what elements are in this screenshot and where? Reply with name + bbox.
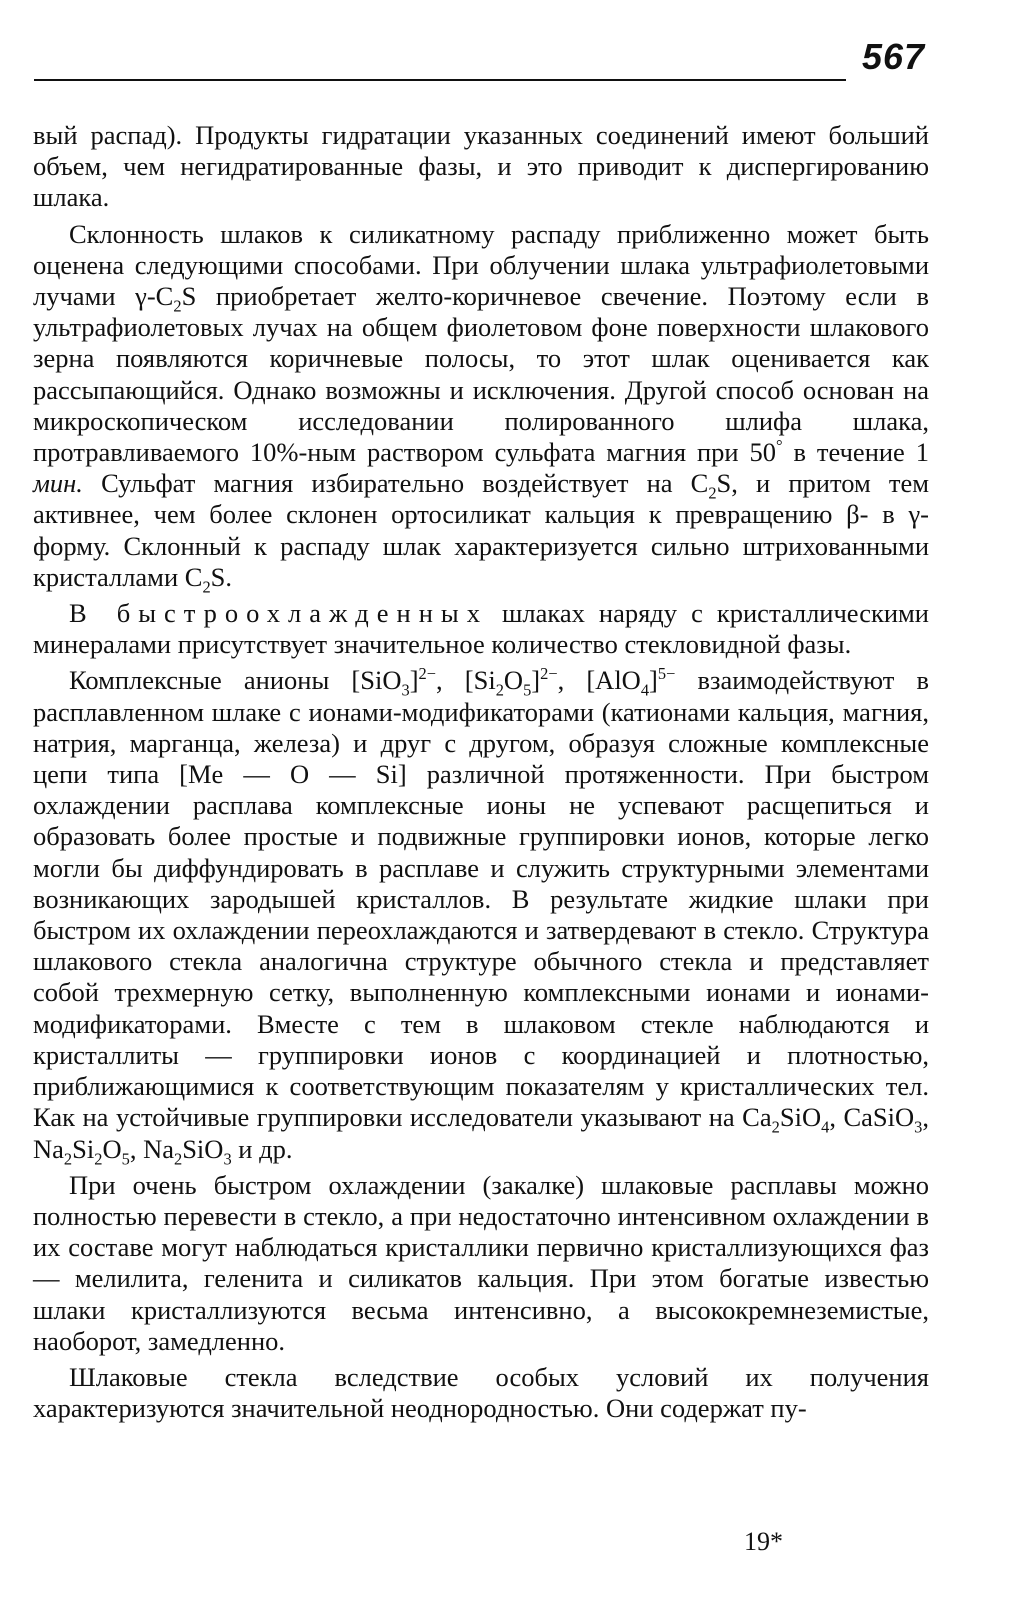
text-segment: 2− <box>418 664 436 684</box>
paragraph <box>33 218 929 597</box>
page-number: 567 <box>862 36 926 77</box>
text-segment: 2 <box>202 577 211 597</box>
text-segment: 3 <box>914 1117 923 1137</box>
text-segment: 2 <box>495 680 504 700</box>
text-segment: , Na <box>129 1133 174 1164</box>
text-segment: 3 <box>223 1148 232 1168</box>
paragraph <box>33 598 929 660</box>
text-segment: , Na <box>33 1102 929 1164</box>
text-segment: в течение 1 <box>782 437 929 468</box>
text-segment: 2 <box>771 1117 780 1137</box>
text-segment: 4 <box>821 1117 830 1137</box>
text-segment: Si <box>72 1133 95 1164</box>
text-segment: ° <box>775 436 783 456</box>
paragraph <box>33 120 929 214</box>
text-segment: , [AlO <box>557 665 641 696</box>
paragraph <box>33 1362 929 1424</box>
text-segment: взаимодействуют в расплавленном шлаке с ионами-модификаторами (катионами кальция, магния, натрия, марганца, железа) и друг с другом, образуя сложные комплексные цепи типа [Me — O — Si] различной протяженности. При быстром охлаждении расплава комплексные ионы не успевают расщепиться и образовать более простые и подвижные группировки ионов, которые легко могли бы диффундировать в расплаве и служить структурными элементами возникающих зародышей кристаллов. В результате жидкие шлаки при быстром их охлаждении переохлаждаются и затвердевают в стекло. Структура шлакового стекла аналогична структуре обычного стекла и представляет собой трехмерную сетку, выполненную комплексными ионами и ионами-модификаторами. Вместе с тем в шлаковом стекле наблюдаются и кристаллиты — группировки ионов с координацией и плотностью, приближающимися к соответствующим показателям у кристаллических тел. Как на устойчивые группировки исследователи указывают на Ca <box>33 665 929 1133</box>
paragraph <box>33 664 929 1168</box>
header-rule <box>34 79 846 81</box>
text-segment: Сульфат магния избирательно воздействует на C <box>82 468 709 499</box>
text-segment: ] <box>531 665 541 696</box>
text-segment: 2 <box>94 1148 103 1168</box>
text-segment: SiO <box>182 1133 224 1164</box>
body-text <box>33 120 929 1429</box>
text-segment: При очень быстром охлаждении (закалке) шлаковые расплавы можно полностью перевести в стекло, а при недостаточно интенсивном охлаждении в их составе могут наблюдаться кристаллики первично кристаллизующихся фаз — мелилита, геленита и силикатов кальция. При этом богатые известью шлаки кристаллизуются весьма интенсивно, а высококремнеземистые, наоборот, замедленно. <box>33 1169 929 1356</box>
text-segment: 2 <box>63 1148 73 1168</box>
text-segment: 4 <box>640 680 650 700</box>
text-segment: В быстроохлажденных <box>69 598 488 629</box>
text-segment: мин. <box>33 468 83 499</box>
text-segment: S, и притом тем активнее, чем более склонен ортосиликат кальция к превращению β- в γ-форму. Склонный к распаду шлак характеризуется сильно штрихованными кристаллами C <box>33 468 929 592</box>
text-segment: , [Si <box>436 665 496 696</box>
text-segment: 2 <box>708 483 717 503</box>
signature-mark: 19* <box>744 1527 783 1556</box>
text-segment: S приобретает желто-коричневое свечение. Поэтому если в ультрафиолетовых лучах на общем фиолетовом фоне поверхности шлакового зерна появляются коричневые полосы, то этот шлак оценивается как рассыпающийся. Однако возможны и исключения. Другой способ основан на микроскопическом исследовании полированного шлифа шлака, протравливаемого 10%-ным раствором сульфата магния при 50 <box>33 281 929 468</box>
text-segment: вый распад). Продукты гидратации указанных соединений имеют больший объем, чем негидратированные фазы, и это приводит к диспергированию шлака. <box>33 120 929 213</box>
text-segment: 5 <box>523 680 532 700</box>
text-segment: O <box>503 665 524 696</box>
text-segment: S. <box>210 561 233 592</box>
text-segment: O <box>102 1133 122 1164</box>
text-segment: SiO <box>779 1102 822 1133</box>
text-segment: шлаках наряду с кристаллическими минералами присутствует значительное количество стекловидной фазы. <box>33 598 929 660</box>
text-segment: 3 <box>401 680 410 700</box>
text-segment: Шлаковые стекла вследствие особых условий их получения характеризуются значительной неоднородностью. Они содержат пу- <box>33 1361 929 1424</box>
text-segment: Комплексные анионы [SiO <box>69 665 402 696</box>
text-segment: ] <box>409 665 419 696</box>
text-segment: 5− <box>657 664 676 684</box>
text-segment: 5 <box>121 1148 130 1168</box>
text-segment: , CaSiO <box>829 1102 915 1133</box>
text-segment: 2− <box>540 664 558 684</box>
text-segment: и др. <box>231 1133 293 1164</box>
text-segment: ] <box>649 665 658 696</box>
text-segment: 2 <box>173 296 182 316</box>
text-segment: Склонность шлаков к силикатному распаду приближенно может быть оценена следующими способами. При облучении шлака ультрафиолетовыми лучами γ-C <box>33 218 929 312</box>
paragraph <box>33 1170 929 1357</box>
text-segment: 2 <box>173 1148 183 1168</box>
